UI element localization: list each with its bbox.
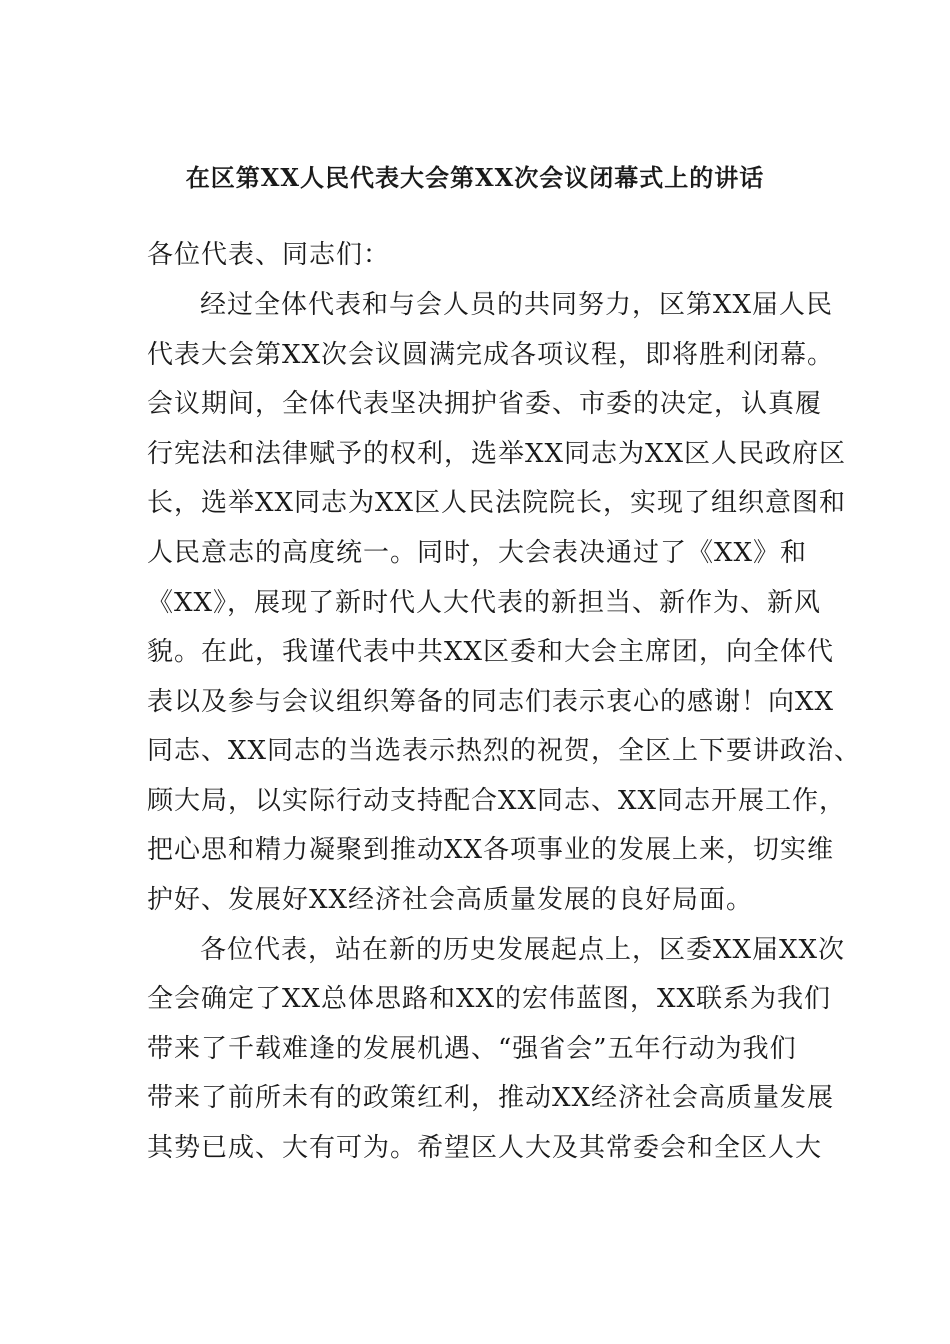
paragraph-line: 带来了前所未有的政策红利，推动XX经济社会高质量发展 xyxy=(147,1083,835,1113)
paragraph-line: 代表大会第XX次会议圆满完成各项议程，即将胜利闭幕。 xyxy=(147,340,835,370)
paragraph-line: 其势已成、大有可为。希望区人大及其常委会和全区人大 xyxy=(147,1133,823,1163)
salutation: 各位代表、同志们： xyxy=(147,240,391,270)
paragraph-line: 貌。在此，我谨代表中共XX区委和大会主席团，向全体代 xyxy=(147,637,835,667)
paragraph-line: 经过全体代表和与会人员的共同努力，区第XX届人民 xyxy=(200,290,834,320)
paragraph-line: 各位代表，站在新的历史发展起点上，区委XX届XX次 xyxy=(200,935,846,965)
document-title: 在区第XX人民代表大会第XX次会议闭幕式上的讲话 xyxy=(185,163,765,192)
paragraph-line: 护好、发展好XX经济社会高质量发展的良好局面。 xyxy=(147,885,754,915)
paragraph-line: 顾大局，以实际行动支持配合XX同志、XX同志开展工作， xyxy=(147,786,847,816)
paragraph-line: 会议期间，全体代表坚决拥护省委、市委的决定，认真履 xyxy=(147,389,823,419)
paragraph-line: 表以及参与会议组织筹备的同志们表示衷心的感谢！向XX xyxy=(147,687,835,717)
paragraph-line: 人民意志的高度统一。同时，大会表决通过了《XX》和 xyxy=(147,538,808,568)
paragraph-line: 把心思和精力凝聚到推动XX各项事业的发展上来，切实维 xyxy=(147,835,835,865)
paragraph-line: 带来了千载难逢的发展机遇、“强省会”五年行动为我们 xyxy=(147,1034,797,1064)
paragraph-line: 全会确定了XX总体思路和XX的宏伟蓝图，XX联系为我们 xyxy=(147,984,832,1014)
paragraph-line: 长，选举XX同志为XX区人民法院院长，实现了组织意图和 xyxy=(147,488,847,518)
paragraph-line: 行宪法和法律赋予的权利，选举XX同志为XX区人民政府区 xyxy=(147,439,847,469)
paragraph-line: 同志、XX同志的当选表示热烈的祝贺，全区上下要讲政治、 xyxy=(147,736,862,766)
paragraph-line: 《XX》，展现了新时代人大代表的新担当、新作为、新风 xyxy=(147,588,822,618)
